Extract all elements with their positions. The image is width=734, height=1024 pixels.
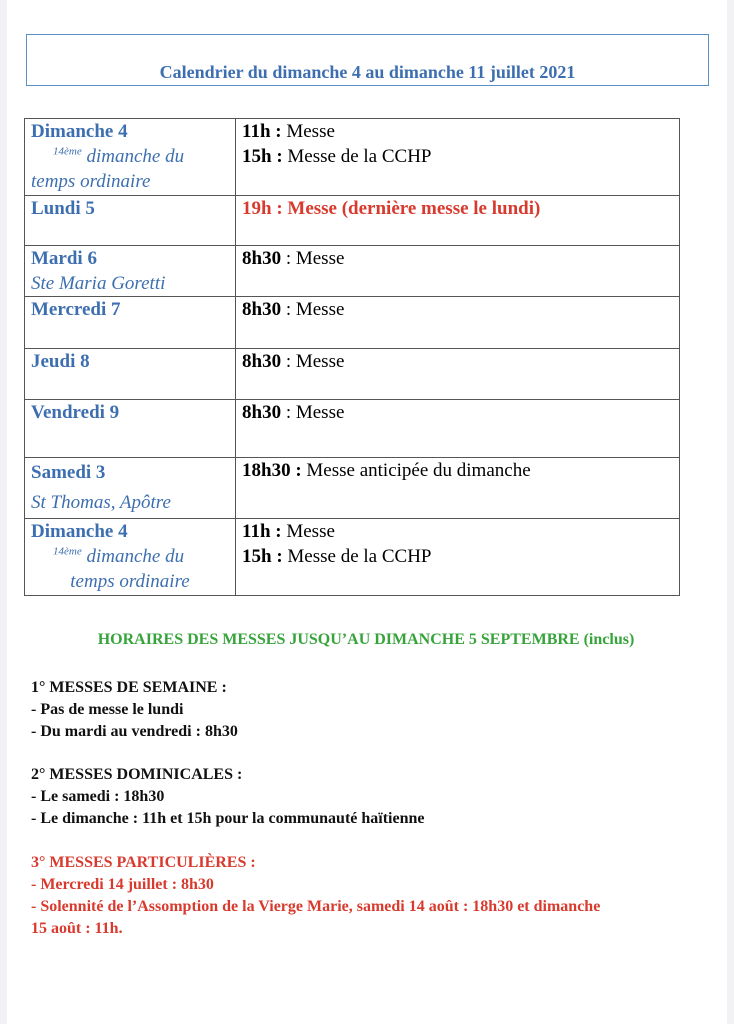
event-line: 11h : Messe bbox=[242, 521, 335, 542]
day-name: Mercredi 7 bbox=[31, 299, 121, 320]
table-row bbox=[25, 519, 680, 596]
event-line: 8h30 : Messe bbox=[242, 351, 345, 372]
day-name: Samedi 3 bbox=[31, 462, 106, 483]
events-cell bbox=[236, 297, 680, 349]
feast-name-cont: temps ordinaire bbox=[70, 571, 190, 592]
day-name: Dimanche 4 bbox=[31, 521, 128, 542]
title-box bbox=[26, 34, 709, 86]
event-line: 11h : Messe bbox=[242, 121, 335, 142]
day-cell bbox=[25, 400, 236, 458]
table-row bbox=[25, 246, 680, 297]
special-masses-section bbox=[31, 852, 600, 940]
list-item: 15 août : 11h. bbox=[31, 920, 123, 937]
list-item: - Le samedi : 18h30 bbox=[31, 788, 165, 805]
day-cell bbox=[25, 349, 236, 400]
day-cell bbox=[25, 297, 236, 349]
feast-name-cont: temps ordinaire bbox=[31, 171, 151, 192]
table-row bbox=[25, 349, 680, 400]
table-row bbox=[25, 458, 680, 519]
day-cell bbox=[25, 458, 236, 519]
event-line: 19h : Messe (dernière messe le lundi) bbox=[242, 198, 541, 219]
day-name: Mardi 6 bbox=[31, 248, 97, 269]
table-row bbox=[25, 400, 680, 458]
day-name: Vendredi 9 bbox=[31, 402, 120, 423]
events-cell bbox=[236, 119, 680, 196]
list-item: - Pas de messe le lundi bbox=[31, 701, 184, 718]
table-row bbox=[25, 119, 680, 196]
weekday-masses-section bbox=[31, 677, 238, 743]
event-line: 8h30 : Messe bbox=[242, 299, 345, 320]
section-title: 1° MESSES DE SEMAINE : bbox=[31, 679, 227, 696]
day-cell bbox=[25, 119, 236, 196]
sunday-masses-section bbox=[31, 764, 425, 830]
list-item: - Du mardi au vendredi : 8h30 bbox=[31, 723, 238, 740]
day-cell bbox=[25, 196, 236, 246]
events-cell bbox=[236, 349, 680, 400]
events-cell bbox=[236, 246, 680, 297]
list-item: - Solennité de l’Assomption de la Vierge Marie, samedi 14 août : 18h30 et dimanche bbox=[31, 898, 601, 915]
feast-name: $^{14ème}$ dimanche du bbox=[53, 145, 185, 167]
feast-name: St Thomas, Apôtre bbox=[31, 492, 171, 513]
events-cell bbox=[236, 196, 680, 246]
day-name: Lundi 5 bbox=[31, 198, 95, 219]
events-cell bbox=[236, 400, 680, 458]
event-line: 15h : Messe de la CCHP bbox=[242, 146, 432, 167]
event-line: 15h : Messe de la CCHP bbox=[242, 546, 432, 567]
list-item: - Le dimanche : 11h et 15h pour la communauté haïtienne bbox=[31, 810, 425, 827]
day-name: Jeudi 8 bbox=[31, 351, 90, 372]
calendar-title: Calendrier du dimanche 4 au dimanche 11 juillet 2021 bbox=[159, 62, 576, 82]
feast-name: Ste Maria Goretti bbox=[31, 273, 166, 294]
event-line: 8h30 : Messe bbox=[242, 248, 345, 269]
event-line: 18h30 : Messe anticipée du dimanche bbox=[242, 460, 531, 481]
schedule-heading: HORAIRES DES MESSES JUSQU’AU DIMANCHE 5 SEPTEMBRE (inclus) bbox=[97, 631, 635, 648]
table-row bbox=[25, 297, 680, 349]
events-cell bbox=[236, 519, 680, 596]
table-row bbox=[25, 196, 680, 246]
section-title: 2° MESSES DOMINICALES : bbox=[31, 766, 243, 783]
calendar-table bbox=[24, 118, 680, 596]
feast-name: $^{14ème}$ dimanche du bbox=[53, 545, 185, 567]
section-title: 3° MESSES PARTICULIÈRES : bbox=[31, 854, 256, 871]
list-item: - Mercredi 14 juillet : 8h30 bbox=[31, 876, 214, 893]
event-line: 8h30 : Messe bbox=[242, 402, 345, 423]
day-name: Dimanche 4 bbox=[31, 121, 128, 142]
events-cell bbox=[236, 458, 680, 519]
day-cell bbox=[25, 246, 236, 297]
day-cell bbox=[25, 519, 236, 596]
